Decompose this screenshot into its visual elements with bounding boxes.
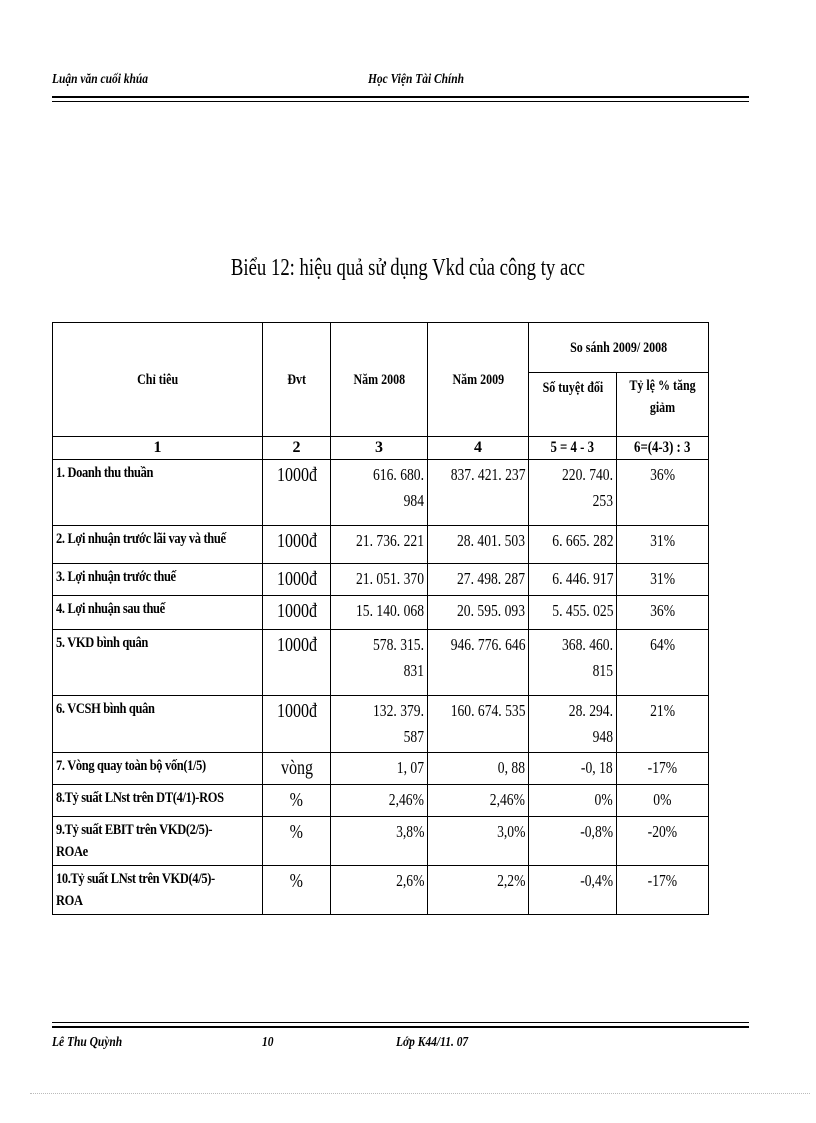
row-value-pct: 31% xyxy=(617,564,709,596)
row-value-abs: 28. 294. 948 xyxy=(529,696,617,753)
col-header-dvt: Đvt xyxy=(263,323,331,437)
col-number: 2 xyxy=(263,437,331,460)
table-row xyxy=(53,526,709,564)
col-number: 5 = 4 - 3 xyxy=(529,437,617,460)
row-unit: 1000đ xyxy=(263,696,331,753)
footer-rule-thin xyxy=(52,1022,749,1023)
row-value-pct: 31% xyxy=(617,526,709,564)
col-header-rate: Tỷ lệ % tăng giảm xyxy=(617,373,709,437)
row-value-pct: 21% xyxy=(617,696,709,753)
table-row xyxy=(53,630,709,696)
row-value-2008: 578. 315. 831 xyxy=(331,630,428,696)
row-value-2008: 132. 379. 587 xyxy=(331,696,428,753)
row-value-abs: 0% xyxy=(529,785,617,817)
row-value-pct: 64% xyxy=(617,630,709,696)
efficiency-table xyxy=(52,322,709,915)
row-value-pct: -20% xyxy=(617,817,709,866)
col-number: 4 xyxy=(428,437,529,460)
row-label: 7. Vòng quay toàn bộ vốn(1/5) xyxy=(53,753,263,785)
row-value-2008: 3,8% xyxy=(331,817,428,866)
row-value-2009: 20. 595. 093 xyxy=(428,596,529,630)
table-row xyxy=(53,785,709,817)
col-header-compare: So sánh 2009/ 2008 xyxy=(529,323,709,373)
header-center-text: Học Viện Tài Chính xyxy=(368,72,465,87)
table-row xyxy=(53,696,709,753)
row-unit: % xyxy=(263,817,331,866)
col-header-2009: Năm 2009 xyxy=(428,323,529,437)
row-value-pct: 36% xyxy=(617,460,709,526)
row-value-pct: -17% xyxy=(617,753,709,785)
footer-author: Lê Thu Quỳnh xyxy=(52,1035,123,1050)
row-value-2008: 2,6% xyxy=(331,866,428,915)
row-value-abs: 368. 460. 815 xyxy=(529,630,617,696)
row-unit: 1000đ xyxy=(263,526,331,564)
col-header-abs: Số tuyệt đối xyxy=(529,373,617,437)
row-value-abs: 220. 740. 253 xyxy=(529,460,617,526)
footer-rule-thick xyxy=(52,1026,749,1028)
row-label: 3. Lợi nhuận trước thuế xyxy=(53,564,263,596)
row-value-2008: 1, 07 xyxy=(331,753,428,785)
row-value-abs: -0, 18 xyxy=(529,753,617,785)
row-unit: % xyxy=(263,785,331,817)
row-label: 1. Doanh thu thuần xyxy=(53,460,263,526)
row-value-2009: 28. 401. 503 xyxy=(428,526,529,564)
row-unit: 1000đ xyxy=(263,596,331,630)
footer-page-number: 10 xyxy=(262,1035,274,1050)
header-rule-thin xyxy=(52,101,749,102)
row-unit: 1000đ xyxy=(263,564,331,596)
page-bottom-dotted-line xyxy=(30,1093,810,1094)
row-label: 2. Lợi nhuận trước lãi vay và thuế xyxy=(53,526,263,564)
row-unit: % xyxy=(263,866,331,915)
row-label: 9.Tỷ suất EBIT trên VKD(2/5)-ROAe xyxy=(53,817,263,866)
table-row xyxy=(53,753,709,785)
row-value-pct: 0% xyxy=(617,785,709,817)
row-value-2008: 21. 736. 221 xyxy=(331,526,428,564)
row-unit: vòng xyxy=(263,753,331,785)
row-value-2008: 15. 140. 068 xyxy=(331,596,428,630)
row-value-2009: 2,46% xyxy=(428,785,529,817)
row-value-pct: 36% xyxy=(617,596,709,630)
row-value-2008: 2,46% xyxy=(331,785,428,817)
row-value-abs: -0,8% xyxy=(529,817,617,866)
header-rule-thick xyxy=(52,96,749,98)
footer-class: Lớp K44/11. 07 xyxy=(396,1035,469,1050)
row-value-2009: 946. 776. 646 xyxy=(428,630,529,696)
row-value-2009: 837. 421. 237 xyxy=(428,460,529,526)
row-value-abs: -0,4% xyxy=(529,866,617,915)
column-number-row xyxy=(53,437,709,460)
row-label: 6. VCSH bình quân xyxy=(53,696,263,753)
col-header-2008: Năm 2008 xyxy=(331,323,428,437)
row-label: 10.Tỷ suất LNst trên VKD(4/5)-ROA xyxy=(53,866,263,915)
row-value-2009: 0, 88 xyxy=(428,753,529,785)
table-row xyxy=(53,866,709,915)
col-number: 6=(4-3) : 3 xyxy=(617,437,709,460)
row-value-2009: 160. 674. 535 xyxy=(428,696,529,753)
header-left-text: Luận văn cuối khúa xyxy=(52,72,149,87)
row-value-2009: 3,0% xyxy=(428,817,529,866)
table-row xyxy=(53,564,709,596)
row-value-abs: 6. 665. 282 xyxy=(529,526,617,564)
row-unit: 1000đ xyxy=(263,630,331,696)
col-header-chitieu: Chỉ tiêu xyxy=(53,323,263,437)
row-value-pct: -17% xyxy=(617,866,709,915)
row-label: 4. Lợi nhuận sau thuế xyxy=(53,596,263,630)
row-unit: 1000đ xyxy=(263,460,331,526)
row-value-2009: 27. 498. 287 xyxy=(428,564,529,596)
row-value-2008: 21. 051. 370 xyxy=(331,564,428,596)
table-row xyxy=(53,817,709,866)
document-title: Biểu 12: hiệu quả sử dụng Vkd của công ty acc xyxy=(231,255,585,281)
table-row xyxy=(53,596,709,630)
row-label: 5. VKD bình quân xyxy=(53,630,263,696)
row-value-abs: 5. 455. 025 xyxy=(529,596,617,630)
row-value-2009: 2,2% xyxy=(428,866,529,915)
row-value-2008: 616. 680. 984 xyxy=(331,460,428,526)
row-label: 8.Tỷ suất LNst trên DT(4/1)-ROS xyxy=(53,785,263,817)
row-value-abs: 6. 446. 917 xyxy=(529,564,617,596)
table-row xyxy=(53,460,709,526)
col-number: 3 xyxy=(331,437,428,460)
col-number: 1 xyxy=(53,437,263,460)
page-bottom-mask xyxy=(0,961,816,1031)
